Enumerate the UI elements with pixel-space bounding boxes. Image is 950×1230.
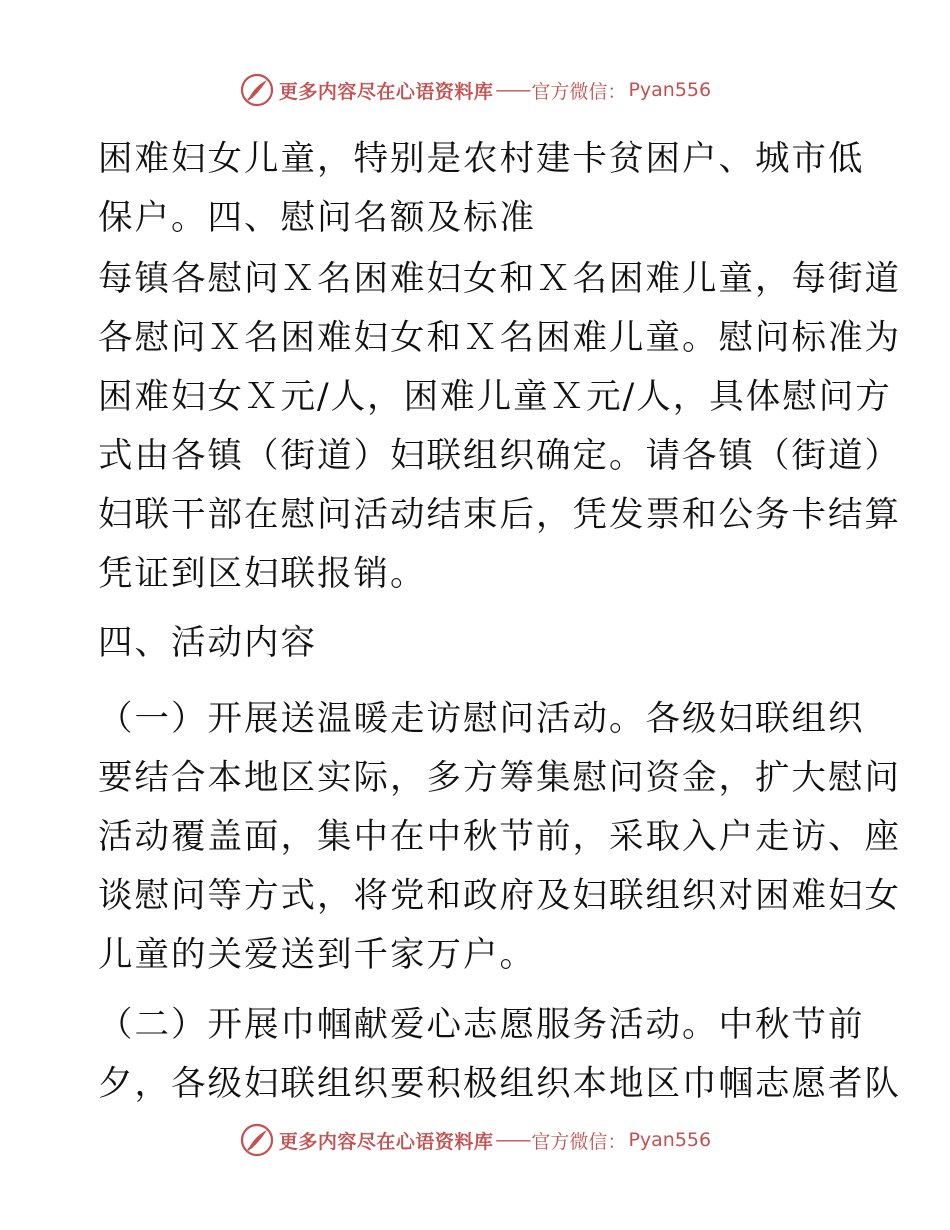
text-line: 活动覆盖面，集中在中秋节前，采取入户走访、座 xyxy=(98,817,901,857)
text-line: 谈慰问等方式，将党和政府及妇联组织对困难妇女 xyxy=(98,876,901,916)
banner-wechat-id: Pyan556 xyxy=(628,1129,712,1151)
banner-official-label: 官方微信： xyxy=(531,1130,627,1153)
banner-dash: —— xyxy=(495,79,530,101)
banner-prefix-text: 更多内容尽在心语资料库 xyxy=(278,80,494,103)
banner-prefix-text: 更多内容尽在心语资料库 xyxy=(278,1130,494,1153)
banner-official-label: 官方微信： xyxy=(531,80,627,103)
banner-wechat-id: Pyan556 xyxy=(628,79,712,101)
text-line: 各慰问Ｘ名困难妇女和Ｘ名困难儿童。慰问标准为 xyxy=(98,318,901,358)
text-line: （二）开展巾帼献爱心志愿服务活动。中秋节前 xyxy=(98,1005,865,1045)
text-line: 每镇各慰问Ｘ名困难妇女和Ｘ名困难儿童，每街道 xyxy=(98,259,901,299)
banner-dash: —— xyxy=(495,1129,530,1151)
paragraph-1 xyxy=(98,130,865,248)
footer-watermark-banner xyxy=(0,1120,950,1160)
text-line: 夕，各级妇联组织要积极组织本地区巾帼志愿者队 xyxy=(98,1064,901,1104)
paragraph-3 xyxy=(98,690,901,985)
paragraph-4 xyxy=(98,996,901,1114)
text-line: 妇联干部在慰问活动结束后，凭发票和公务卡结算 xyxy=(98,495,901,535)
text-line: 式由各镇（街道）妇联组织确定。请各镇（街道） xyxy=(98,436,901,476)
quill-logo-icon xyxy=(239,1122,275,1158)
text-line: 保户。四、慰问名额及标准 xyxy=(98,198,536,238)
quill-logo-icon xyxy=(239,72,275,108)
paragraph-2 xyxy=(98,250,901,604)
paragraph-heading-4 xyxy=(98,614,858,673)
header-watermark-banner xyxy=(0,70,950,110)
section-heading: 四、活动内容 xyxy=(98,623,317,663)
text-line: 儿童的关爱送到千家万户。 xyxy=(98,935,536,975)
text-line: 困难妇女Ｘ元/人，困难儿童Ｘ元/人，具体慰问方 xyxy=(98,377,892,417)
text-line: （一）开展送温暖走访慰问活动。各级妇联组织 xyxy=(98,699,865,739)
text-line: 凭证到区妇联报销。 xyxy=(98,554,427,594)
text-line: 困难妇女儿童，特别是农村建卡贫困户、城市低 xyxy=(98,139,865,179)
text-line: 要结合本地区实际，多方筹集慰问资金，扩大慰问 xyxy=(98,758,901,798)
